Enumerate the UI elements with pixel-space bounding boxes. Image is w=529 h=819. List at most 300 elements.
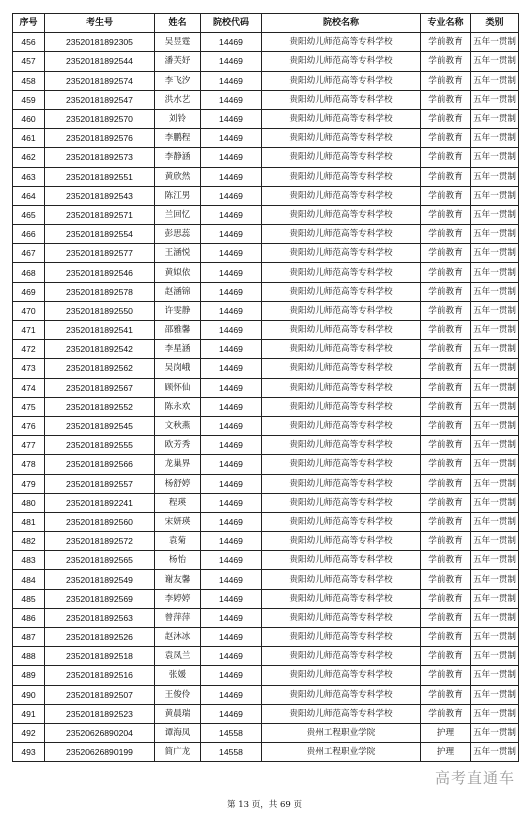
cell-major: 学前教育	[421, 628, 471, 647]
cell-major: 学前教育	[421, 263, 471, 282]
cell-seq: 485	[13, 589, 45, 608]
cell-seq: 459	[13, 90, 45, 109]
cell-major: 学前教育	[421, 647, 471, 666]
cell-exam-id: 23520181892542	[45, 340, 155, 359]
cell-school-code: 14469	[201, 666, 262, 685]
cell-name: 黄晨瑞	[155, 704, 201, 723]
cell-school-code: 14469	[201, 109, 262, 128]
cell-seq: 490	[13, 685, 45, 704]
header-major: 专业名称	[421, 14, 471, 33]
header-school-code: 院校代码	[201, 14, 262, 33]
cell-category: 五年一贯制	[471, 493, 519, 512]
cell-school-name: 贵阳幼儿师范高等专科学校	[262, 167, 421, 186]
table-row	[13, 551, 519, 570]
cell-exam-id: 23520626890199	[45, 743, 155, 762]
table-row	[13, 52, 519, 71]
cell-school-name: 贵阳幼儿师范高等专科学校	[262, 33, 421, 52]
cell-school-name: 贵州工程职业学院	[262, 723, 421, 742]
cell-name: 谢友馨	[155, 570, 201, 589]
cell-exam-id: 23520181892545	[45, 416, 155, 435]
cell-school-name: 贵阳幼儿师范高等专科学校	[262, 704, 421, 723]
cell-major: 学前教育	[421, 455, 471, 474]
table-row	[13, 455, 519, 474]
table-row	[13, 359, 519, 378]
cell-exam-id: 23520181892305	[45, 33, 155, 52]
table-row	[13, 321, 519, 340]
cell-exam-id: 23520181892562	[45, 359, 155, 378]
cell-name: 陈江男	[155, 186, 201, 205]
cell-name: 袁菊	[155, 532, 201, 551]
cell-name: 兰回忆	[155, 205, 201, 224]
cell-school-code: 14558	[201, 723, 262, 742]
cell-major: 学前教育	[421, 570, 471, 589]
table-row	[13, 109, 519, 128]
cell-school-code: 14469	[201, 52, 262, 71]
cell-school-name: 贵阳幼儿师范高等专科学校	[262, 225, 421, 244]
table-row	[13, 205, 519, 224]
cell-exam-id: 23520181892563	[45, 608, 155, 627]
cell-school-name: 贵阳幼儿师范高等专科学校	[262, 109, 421, 128]
cell-major: 学前教育	[421, 33, 471, 52]
cell-major: 学前教育	[421, 167, 471, 186]
cell-name: 陈永欢	[155, 397, 201, 416]
cell-category: 五年一贯制	[471, 52, 519, 71]
cell-category: 五年一贯制	[471, 301, 519, 320]
cell-seq: 467	[13, 244, 45, 263]
cell-category: 五年一贯制	[471, 589, 519, 608]
cell-school-name: 贵阳幼儿师范高等专科学校	[262, 608, 421, 627]
table-row	[13, 608, 519, 627]
cell-school-name: 贵阳幼儿师范高等专科学校	[262, 378, 421, 397]
cell-exam-id: 23520181892544	[45, 52, 155, 71]
table-row	[13, 647, 519, 666]
cell-school-name: 贵阳幼儿师范高等专科学校	[262, 551, 421, 570]
cell-school-code: 14469	[201, 532, 262, 551]
cell-school-name: 贵阳幼儿师范高等专科学校	[262, 340, 421, 359]
cell-major: 学前教育	[421, 282, 471, 301]
cell-name: 李飞汐	[155, 71, 201, 90]
cell-major: 学前教育	[421, 186, 471, 205]
cell-school-code: 14469	[201, 474, 262, 493]
table-row	[13, 90, 519, 109]
cell-school-code: 14469	[201, 436, 262, 455]
cell-exam-id: 23520181892576	[45, 129, 155, 148]
table-row	[13, 397, 519, 416]
cell-category: 五年一贯制	[471, 685, 519, 704]
cell-name: 李婷婷	[155, 589, 201, 608]
cell-major: 学前教育	[421, 129, 471, 148]
cell-seq: 482	[13, 532, 45, 551]
cell-category: 五年一贯制	[471, 109, 519, 128]
cell-seq: 469	[13, 282, 45, 301]
cell-name: 文秋燕	[155, 416, 201, 435]
table-row	[13, 628, 519, 647]
cell-seq: 470	[13, 301, 45, 320]
cell-school-code: 14469	[201, 570, 262, 589]
cell-category: 五年一贯制	[471, 628, 519, 647]
cell-exam-id: 23520181892566	[45, 455, 155, 474]
cell-name: 洪水艺	[155, 90, 201, 109]
cell-name: 王俊伶	[155, 685, 201, 704]
cell-school-name: 贵阳幼儿师范高等专科学校	[262, 301, 421, 320]
cell-category: 五年一贯制	[471, 474, 519, 493]
cell-name: 李静涵	[155, 148, 201, 167]
cell-seq: 486	[13, 608, 45, 627]
cell-exam-id: 23520181892516	[45, 666, 155, 685]
cell-school-code: 14469	[201, 321, 262, 340]
cell-major: 学前教育	[421, 551, 471, 570]
cell-school-name: 贵阳幼儿师范高等专科学校	[262, 397, 421, 416]
cell-school-name: 贵阳幼儿师范高等专科学校	[262, 436, 421, 455]
cell-seq: 472	[13, 340, 45, 359]
admission-list	[12, 13, 518, 762]
cell-school-code: 14469	[201, 263, 262, 282]
cell-major: 学前教育	[421, 52, 471, 71]
cell-exam-id: 23520181892578	[45, 282, 155, 301]
cell-name: 王涵悦	[155, 244, 201, 263]
cell-school-name: 贵阳幼儿师范高等专科学校	[262, 282, 421, 301]
cell-major: 学前教育	[421, 378, 471, 397]
cell-major: 学前教育	[421, 225, 471, 244]
cell-seq: 475	[13, 397, 45, 416]
cell-seq: 492	[13, 723, 45, 742]
cell-category: 五年一贯制	[471, 359, 519, 378]
cell-category: 五年一贯制	[471, 282, 519, 301]
cell-major: 护理	[421, 723, 471, 742]
table-row	[13, 436, 519, 455]
cell-seq: 457	[13, 52, 45, 71]
cell-seq: 487	[13, 628, 45, 647]
cell-school-code: 14469	[201, 301, 262, 320]
cell-name: 杨舒婷	[155, 474, 201, 493]
cell-category: 五年一贯制	[471, 90, 519, 109]
cell-major: 学前教育	[421, 321, 471, 340]
table-row	[13, 167, 519, 186]
cell-school-code: 14469	[201, 129, 262, 148]
cell-major: 学前教育	[421, 666, 471, 685]
cell-category: 五年一贯制	[471, 340, 519, 359]
cell-major: 学前教育	[421, 589, 471, 608]
table-row	[13, 666, 519, 685]
cell-school-code: 14469	[201, 244, 262, 263]
cell-category: 五年一贯制	[471, 378, 519, 397]
cell-name: 彭思蕊	[155, 225, 201, 244]
cell-school-name: 贵阳幼儿师范高等专科学校	[262, 321, 421, 340]
cell-school-name: 贵阳幼儿师范高等专科学校	[262, 205, 421, 224]
cell-major: 学前教育	[421, 416, 471, 435]
cell-category: 五年一贯制	[471, 397, 519, 416]
cell-school-name: 贵州工程职业学院	[262, 743, 421, 762]
cell-major: 学前教育	[421, 244, 471, 263]
cell-exam-id: 23520181892547	[45, 90, 155, 109]
cell-major: 学前教育	[421, 205, 471, 224]
cell-major: 学前教育	[421, 512, 471, 531]
cell-seq: 456	[13, 33, 45, 52]
cell-seq: 480	[13, 493, 45, 512]
page-number: 第 13 页，共 69 页	[227, 800, 302, 810]
cell-school-code: 14469	[201, 90, 262, 109]
cell-seq: 474	[13, 378, 45, 397]
cell-seq: 488	[13, 647, 45, 666]
table-body	[13, 33, 519, 762]
cell-category: 五年一贯制	[471, 129, 519, 148]
cell-name: 曾萍萍	[155, 608, 201, 627]
cell-major: 学前教育	[421, 608, 471, 627]
cell-school-name: 贵阳幼儿师范高等专科学校	[262, 493, 421, 512]
cell-major: 学前教育	[421, 474, 471, 493]
cell-school-name: 贵阳幼儿师范高等专科学校	[262, 52, 421, 71]
cell-seq: 462	[13, 148, 45, 167]
cell-exam-id: 23520181892550	[45, 301, 155, 320]
cell-name: 刘铃	[155, 109, 201, 128]
header-school-name: 院校名称	[262, 14, 421, 33]
cell-exam-id: 23520181892549	[45, 570, 155, 589]
table-row	[13, 71, 519, 90]
cell-seq: 458	[13, 71, 45, 90]
cell-category: 五年一贯制	[471, 666, 519, 685]
table-row	[13, 340, 519, 359]
cell-exam-id: 23520181892541	[45, 321, 155, 340]
cell-school-code: 14469	[201, 397, 262, 416]
cell-school-name: 贵阳幼儿师范高等专科学校	[262, 186, 421, 205]
cell-school-name: 贵阳幼儿师范高等专科学校	[262, 148, 421, 167]
cell-school-code: 14469	[201, 628, 262, 647]
table-row	[13, 493, 519, 512]
table-row	[13, 301, 519, 320]
cell-major: 学前教育	[421, 685, 471, 704]
table-row	[13, 512, 519, 531]
cell-category: 五年一贯制	[471, 436, 519, 455]
cell-school-name: 贵阳幼儿师范高等专科学校	[262, 512, 421, 531]
cell-school-name: 贵阳幼儿师范高等专科学校	[262, 628, 421, 647]
cell-exam-id: 23520181892573	[45, 148, 155, 167]
cell-exam-id: 23520181892570	[45, 109, 155, 128]
cell-school-code: 14469	[201, 359, 262, 378]
cell-seq: 477	[13, 436, 45, 455]
cell-major: 学前教育	[421, 90, 471, 109]
cell-name: 吴昱霆	[155, 33, 201, 52]
cell-school-name: 贵阳幼儿师范高等专科学校	[262, 474, 421, 493]
table-row	[13, 129, 519, 148]
cell-name: 李鹏程	[155, 129, 201, 148]
cell-category: 五年一贯制	[471, 186, 519, 205]
admission-table	[12, 13, 519, 762]
cell-name: 赵沐冰	[155, 628, 201, 647]
cell-category: 五年一贯制	[471, 570, 519, 589]
cell-school-name: 贵阳幼儿师范高等专科学校	[262, 570, 421, 589]
table-row	[13, 723, 519, 742]
cell-school-name: 贵阳幼儿师范高等专科学校	[262, 589, 421, 608]
cell-exam-id: 23520181892565	[45, 551, 155, 570]
cell-name: 杨怡	[155, 551, 201, 570]
cell-seq: 471	[13, 321, 45, 340]
cell-school-name: 贵阳幼儿师范高等专科学校	[262, 129, 421, 148]
cell-exam-id: 23520181892543	[45, 186, 155, 205]
cell-school-code: 14469	[201, 589, 262, 608]
cell-name: 程瑛	[155, 493, 201, 512]
header-name: 姓名	[155, 14, 201, 33]
cell-name: 黄姒依	[155, 263, 201, 282]
cell-exam-id: 23520181892523	[45, 704, 155, 723]
cell-exam-id: 23520181892577	[45, 244, 155, 263]
cell-school-code: 14469	[201, 282, 262, 301]
cell-category: 五年一贯制	[471, 704, 519, 723]
cell-school-code: 14469	[201, 167, 262, 186]
cell-category: 五年一贯制	[471, 148, 519, 167]
cell-category: 五年一贯制	[471, 532, 519, 551]
table-row	[13, 225, 519, 244]
table-row	[13, 570, 519, 589]
cell-name: 简广龙	[155, 743, 201, 762]
cell-school-code: 14469	[201, 455, 262, 474]
cell-seq: 473	[13, 359, 45, 378]
cell-school-name: 贵阳幼儿师范高等专科学校	[262, 455, 421, 474]
cell-school-code: 14558	[201, 743, 262, 762]
cell-seq: 463	[13, 167, 45, 186]
cell-exam-id: 23520181892551	[45, 167, 155, 186]
cell-school-code: 14469	[201, 493, 262, 512]
cell-name: 龙巢界	[155, 455, 201, 474]
cell-school-code: 14469	[201, 205, 262, 224]
table-row	[13, 282, 519, 301]
cell-seq: 478	[13, 455, 45, 474]
cell-seq: 464	[13, 186, 45, 205]
table-row	[13, 532, 519, 551]
cell-category: 五年一贯制	[471, 205, 519, 224]
cell-exam-id: 23520181892574	[45, 71, 155, 90]
table-row	[13, 378, 519, 397]
cell-school-code: 14469	[201, 608, 262, 627]
cell-major: 学前教育	[421, 148, 471, 167]
cell-school-code: 14469	[201, 512, 262, 531]
cell-name: 宋妍瑛	[155, 512, 201, 531]
cell-school-name: 贵阳幼儿师范高等专科学校	[262, 647, 421, 666]
cell-seq: 481	[13, 512, 45, 531]
cell-exam-id: 23520181892560	[45, 512, 155, 531]
cell-category: 五年一贯制	[471, 167, 519, 186]
cell-category: 五年一贯制	[471, 71, 519, 90]
cell-school-name: 贵阳幼儿师范高等专科学校	[262, 416, 421, 435]
table-row	[13, 244, 519, 263]
cell-major: 护理	[421, 743, 471, 762]
cell-category: 五年一贯制	[471, 608, 519, 627]
cell-name: 李星涵	[155, 340, 201, 359]
cell-school-code: 14469	[201, 685, 262, 704]
cell-major: 学前教育	[421, 359, 471, 378]
cell-exam-id: 23520181892241	[45, 493, 155, 512]
table-row	[13, 263, 519, 282]
cell-category: 五年一贯制	[471, 723, 519, 742]
header-row	[13, 14, 519, 33]
cell-name: 顾怀仙	[155, 378, 201, 397]
header-seq: 序号	[13, 14, 45, 33]
cell-category: 五年一贯制	[471, 512, 519, 531]
cell-school-code: 14469	[201, 416, 262, 435]
table-row	[13, 33, 519, 52]
cell-exam-id: 23520181892518	[45, 647, 155, 666]
table-row	[13, 416, 519, 435]
cell-school-code: 14469	[201, 148, 262, 167]
cell-seq: 468	[13, 263, 45, 282]
table-row	[13, 743, 519, 762]
cell-school-code: 14469	[201, 186, 262, 205]
cell-major: 学前教育	[421, 704, 471, 723]
cell-name: 吴岗峨	[155, 359, 201, 378]
table-row	[13, 186, 519, 205]
cell-category: 五年一贯制	[471, 416, 519, 435]
cell-exam-id: 23520181892555	[45, 436, 155, 455]
cell-school-code: 14469	[201, 225, 262, 244]
cell-school-name: 贵阳幼儿师范高等专科学校	[262, 71, 421, 90]
cell-school-name: 贵阳幼儿师范高等专科学校	[262, 90, 421, 109]
cell-exam-id: 23520181892552	[45, 397, 155, 416]
table-row	[13, 589, 519, 608]
cell-category: 五年一贯制	[471, 225, 519, 244]
cell-name: 许雯静	[155, 301, 201, 320]
cell-category: 五年一贯制	[471, 455, 519, 474]
table-row	[13, 685, 519, 704]
cell-exam-id: 23520181892507	[45, 685, 155, 704]
header-category: 类别	[471, 14, 519, 33]
cell-name: 欧芳秀	[155, 436, 201, 455]
cell-exam-id: 23520181892546	[45, 263, 155, 282]
table-row	[13, 148, 519, 167]
cell-major: 学前教育	[421, 109, 471, 128]
cell-category: 五年一贯制	[471, 263, 519, 282]
cell-school-code: 14469	[201, 704, 262, 723]
cell-category: 五年一贯制	[471, 743, 519, 762]
cell-school-name: 贵阳幼儿师范高等专科学校	[262, 685, 421, 704]
cell-exam-id: 23520181892572	[45, 532, 155, 551]
cell-school-code: 14469	[201, 647, 262, 666]
cell-school-name: 贵阳幼儿师范高等专科学校	[262, 532, 421, 551]
cell-exam-id: 23520181892526	[45, 628, 155, 647]
cell-school-name: 贵阳幼儿师范高等专科学校	[262, 263, 421, 282]
cell-major: 学前教育	[421, 397, 471, 416]
cell-seq: 479	[13, 474, 45, 493]
cell-seq: 483	[13, 551, 45, 570]
cell-exam-id: 23520626890204	[45, 723, 155, 742]
cell-school-name: 贵阳幼儿师范高等专科学校	[262, 666, 421, 685]
cell-school-code: 14469	[201, 71, 262, 90]
cell-major: 学前教育	[421, 532, 471, 551]
cell-major: 学前教育	[421, 340, 471, 359]
cell-name: 邵雅馨	[155, 321, 201, 340]
cell-category: 五年一贯制	[471, 321, 519, 340]
cell-name: 赵涵锦	[155, 282, 201, 301]
cell-category: 五年一贯制	[471, 647, 519, 666]
cell-school-code: 14469	[201, 378, 262, 397]
cell-school-code: 14469	[201, 33, 262, 52]
cell-seq: 466	[13, 225, 45, 244]
cell-exam-id: 23520181892557	[45, 474, 155, 493]
cell-seq: 461	[13, 129, 45, 148]
cell-exam-id: 23520181892567	[45, 378, 155, 397]
cell-category: 五年一贯制	[471, 244, 519, 263]
cell-school-code: 14469	[201, 551, 262, 570]
cell-category: 五年一贯制	[471, 551, 519, 570]
cell-seq: 491	[13, 704, 45, 723]
table-row	[13, 704, 519, 723]
site-watermark: 高考直通车	[434, 769, 515, 787]
cell-seq: 493	[13, 743, 45, 762]
cell-seq: 489	[13, 666, 45, 685]
cell-major: 学前教育	[421, 71, 471, 90]
cell-exam-id: 23520181892571	[45, 205, 155, 224]
cell-major: 学前教育	[421, 301, 471, 320]
cell-name: 潘芙妤	[155, 52, 201, 71]
cell-seq: 476	[13, 416, 45, 435]
